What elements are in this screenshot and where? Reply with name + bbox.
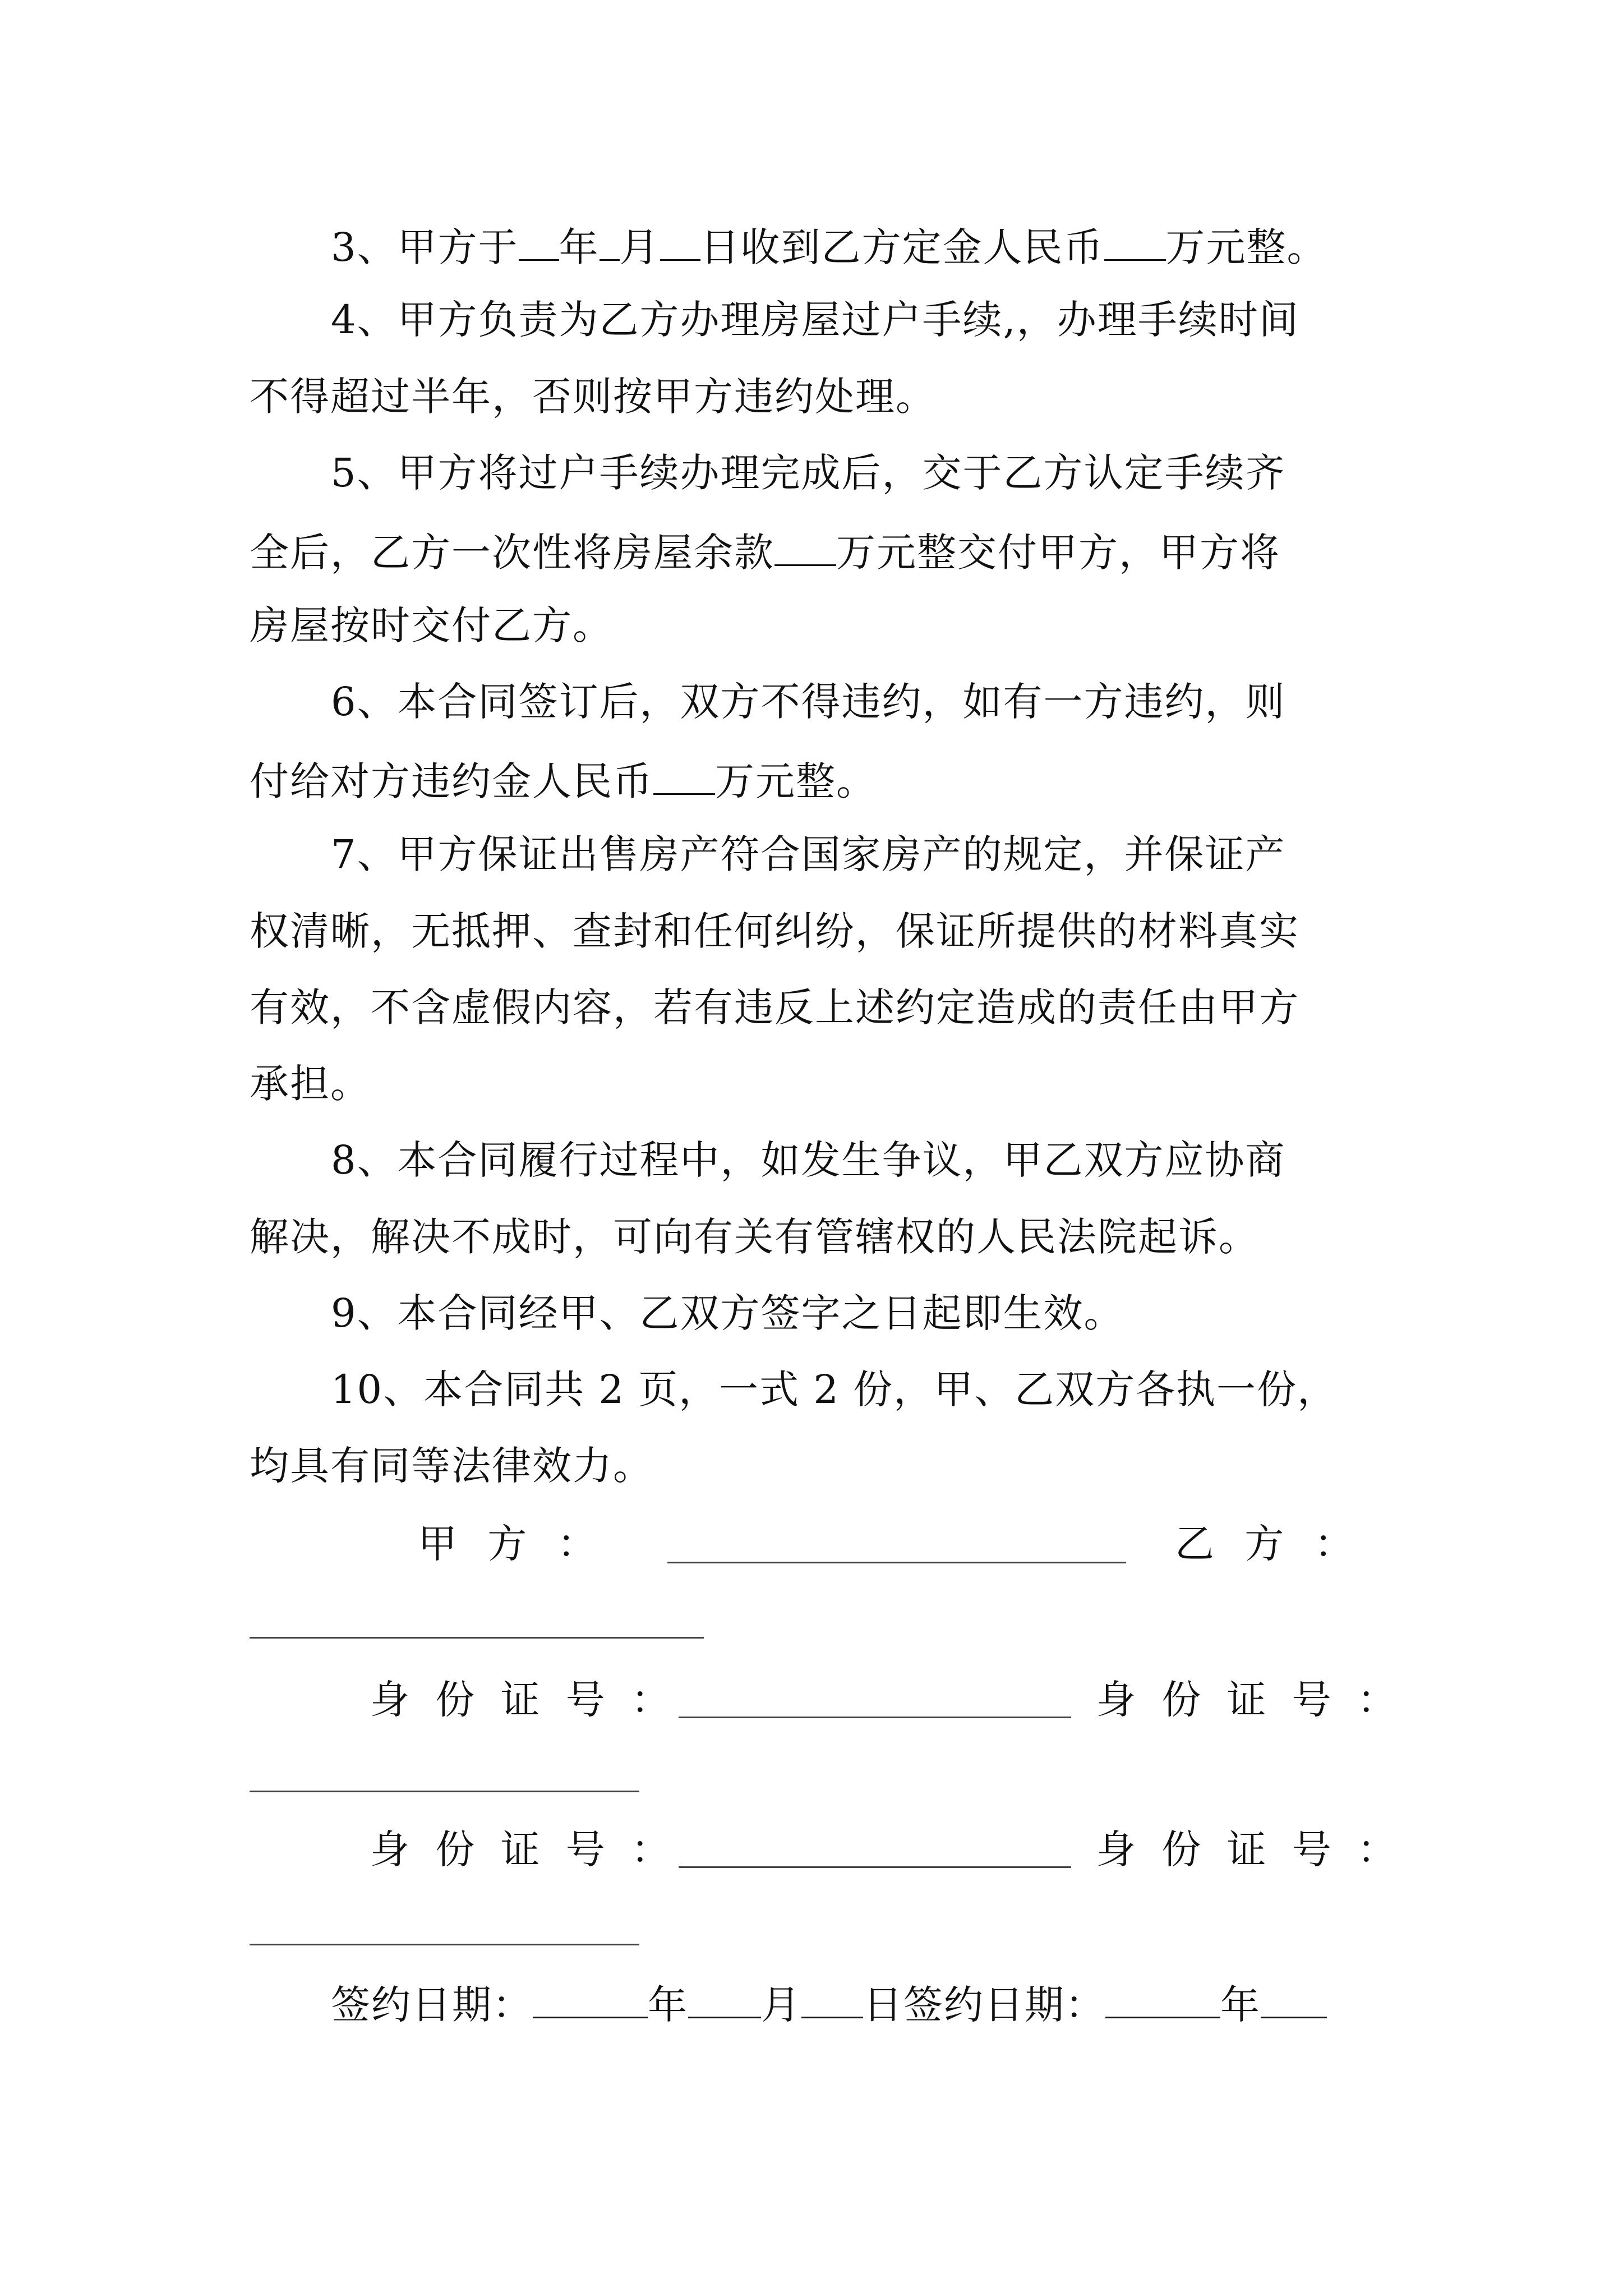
clause-5-text-a: 全后，乙方一次性将房屋余款 — [250, 530, 774, 576]
clause-5-line-3: 房屋按时交付乙方。 — [250, 602, 613, 648]
party-a-id-label: 身 份 证 号 ： — [370, 1677, 677, 1723]
clause-9-line-1: 9、本合同经甲、乙双方签字之日起即生效。 — [331, 1290, 1124, 1336]
clause-6-line-2 — [250, 758, 877, 804]
clause-6-line-1: 6、本合同签订后，双方不得违约，如有一方违约，则 — [331, 679, 1286, 725]
clause-6-text-b: 万元整。 — [715, 758, 877, 804]
sign-date-row — [331, 1982, 1327, 2028]
party-a-id-label-2: 身 份 证 号 ： — [370, 1826, 677, 1872]
party-a-id-line-2 — [679, 1866, 1071, 1868]
blank-year — [519, 224, 559, 261]
party-b-date-year-blank — [1105, 1982, 1220, 2018]
party-b-label: 乙 方 ： — [1175, 1521, 1363, 1567]
clause-5-line-1: 5、甲方将过户手续办理完成后，交于乙方认定手续齐 — [331, 450, 1286, 496]
blank-month — [600, 224, 620, 261]
party-a-id-line — [679, 1717, 1071, 1718]
blank-deposit — [1104, 224, 1166, 261]
party-a-date-year-blank — [533, 1982, 648, 2018]
blank-penalty — [653, 758, 715, 795]
party-b-date-month-blank — [1261, 1982, 1327, 2018]
clause-7-line-2: 权清晰，无抵押、查封和任何纠纷，保证所提供的材料真实 — [250, 908, 1299, 954]
clause-3-text-2: 年 — [559, 224, 600, 270]
party-a-date-month-blank — [688, 1982, 761, 2018]
clause-8-line-2: 解决，解决不成时，可向有关有管辖权的人民法院起诉。 — [250, 1214, 1259, 1260]
blank-balance — [774, 530, 836, 566]
clause-8-line-1: 8、本合同履行过程中，如发生争议，甲乙双方应协商 — [331, 1137, 1286, 1183]
party-a-date-year: 年 — [648, 1982, 688, 2028]
blank-day — [660, 224, 700, 261]
party-a-label: 甲 方 ： — [418, 1521, 606, 1567]
clause-3-text-4: 日收到乙方定金人民币 — [700, 224, 1104, 270]
clause-10-line-1: 10、本合同共 2 页，一式 2 份，甲、乙双方各执一份， — [331, 1366, 1338, 1412]
party-b-id-label: 身 份 证 号 ： — [1096, 1677, 1404, 1723]
clause-3 — [331, 224, 1327, 270]
party-a-date-day-blank — [801, 1982, 863, 2018]
clause-7-line-3: 有效，不含虚假内容，若有违反上述约定造成的责任由甲方 — [250, 984, 1299, 1030]
party-b-signature-line — [250, 1637, 704, 1639]
clause-5-text-b: 万元整交付甲方，甲方将 — [836, 530, 1280, 576]
party-b-date-year: 年 — [1220, 1982, 1261, 2028]
party-a-signature-line — [667, 1562, 1126, 1563]
clause-3-text-1: 3、甲方于 — [331, 224, 519, 270]
party-b-id-line-2 — [250, 1944, 639, 1945]
clause-10-line-2: 均具有同等法律效力。 — [250, 1443, 653, 1489]
party-b-id-label-2: 身 份 证 号 ： — [1096, 1826, 1404, 1872]
party-b-id-line — [250, 1791, 639, 1792]
party-a-date-month: 月 — [761, 1982, 801, 2028]
party-a-date-label: 签约日期： — [331, 1982, 533, 2028]
clause-6-text-a: 付给对方违约金人民币 — [250, 758, 653, 804]
clause-4-line-1: 4、甲方负责为乙方办理房屋过户手续,，办理手续时间 — [331, 297, 1299, 343]
clause-4-line-2: 不得超过半年，否则按甲方违约处理。 — [250, 374, 936, 420]
clause-7-line-4: 承担。 — [250, 1061, 371, 1107]
clause-3-text-5: 万元整。 — [1165, 224, 1327, 270]
clause-3-text-3: 月 — [619, 224, 660, 270]
party-b-date-label: 日签约日期： — [863, 1982, 1105, 2028]
clause-5-line-2 — [250, 530, 1280, 576]
clause-7-line-1: 7、甲方保证出售房产符合国家房产的规定，并保证产 — [331, 831, 1286, 877]
